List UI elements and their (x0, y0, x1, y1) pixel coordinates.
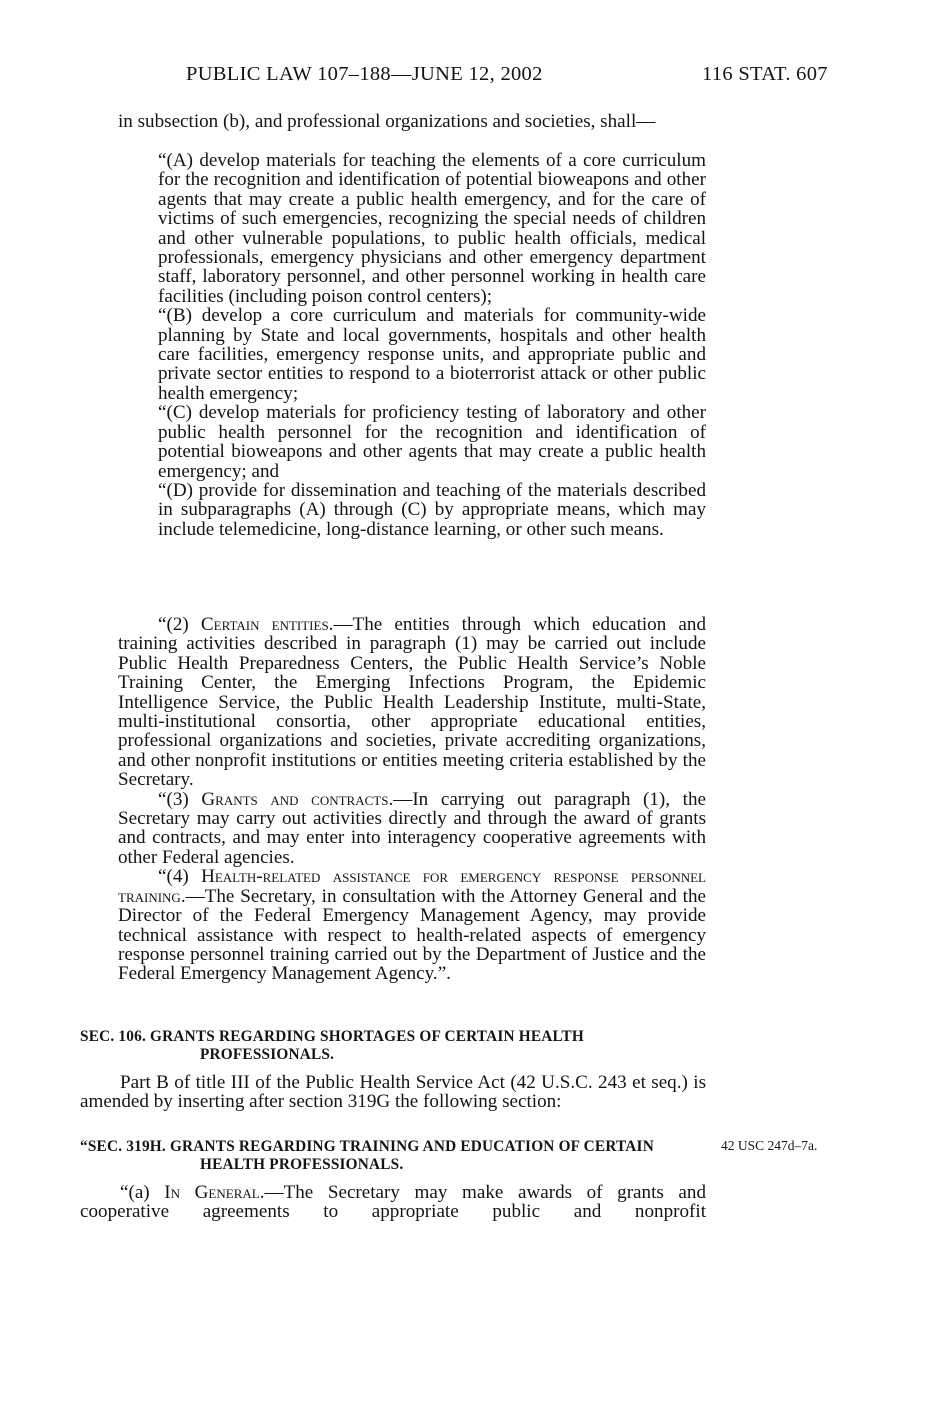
paragraph-3-text: —In carrying out paragraph (1), the Secretary may carry out activities directly and through the award of grants and contracts, and may enter into interagency cooperative agreements with other Federal agencies. (118, 788, 707, 868)
paragraph-4 (118, 867, 706, 983)
subsection-a-number: “(a) (120, 1182, 165, 1203)
amendment-text-block (80, 1073, 706, 1112)
amendment-text: Part B of title III of the Public Health Service Act (42 U.S.C. 243 et seq.) is amended by inserting after section 319G the following section: (80, 1072, 706, 1113)
subparagraph-a-text: “(A) develop materials for teaching the elements of a core curriculum for the recognition and identification of potential bioweapons and other agents that may create a public health emergency, and for the care of victims of such emergencies, recognizing the special needs of children and other vulnerable populations, to public health officials, medical professionals, emergency physicians and other emergency department staff, laboratory personnel, and other personnel working in health care facilities (including poison control centers); (158, 150, 706, 307)
paragraphs-2-to-4 (118, 615, 706, 984)
page-stat-number: 116 STAT. 607 (702, 63, 828, 85)
intro-text: in subsection (b), and professional organizations and societies, shall— (118, 111, 656, 132)
subparagraph-c: “(C) develop materials for proficiency testing of laboratory and other public health personnel for the recognition and identification of potential bioweapons and other agents that may create a public health emergency; and (158, 402, 706, 482)
section-106-title: SEC. 106. GRANTS REGARDING SHORTAGES OF CERTAIN HEALTH PROFESSIONALS. (80, 1028, 584, 1063)
paragraph-2-number: “(2) (158, 614, 201, 635)
paragraph-4-heading: Health-related assistance for emergency response personnel training. (118, 866, 706, 907)
subparagraph-d: “(D) provide for dissemination and teaching of the materials described in subparagraphs (A) through (C) by appropriate means, which may include telemedicine, long-distance learning, or other such means. (158, 479, 706, 540)
body-text (118, 112, 706, 131)
section-319h-title: “SEC. 319H. GRANTS REGARDING TRAINING AND EDUCATION OF CERTAIN HEALTH PROFESSIONALS. (80, 1138, 654, 1173)
paragraph-3-heading: Grants and contracts. (201, 788, 394, 810)
subsection-a-heading: In General. (164, 1182, 265, 1203)
subsection-a-text: —The Secretary may make awards of grants and cooperative agreements to appropriate public and nonprofit (80, 1182, 706, 1223)
paragraph-2-text: —The entities through which education and training activities described in paragraph (1) may be carried out include Public Health Preparedness Centers, the Public Health Service’s Noble Training Center, the Emerging Infections Program, the Epidemic Intelligence Service, the Public Health Leadership Institute, multi-State, multi-institutional consortia, other appropriate educational entities, professional organizations and societies, private accrediting organizations, and other nonprofit institutions or entities meeting criteria established by the Secretary. (118, 614, 706, 791)
subparagraph-b: “(B) develop a core curriculum and materials for community-wide planning by State and local governments, hospitals and other health care facilities, emergency response units, and appropriate public and private sector entities to respond to a bioterrorist attack or other public health emergency; (158, 305, 706, 404)
paragraph-2-heading: Certain entities. (200, 614, 334, 635)
usc-margin-note: 42 USC 247d–7a. (721, 1138, 818, 1153)
section-319h-heading (80, 1138, 706, 1173)
paragraph-3-number: “(3) (158, 788, 202, 810)
paragraph-4-text: —The Secretary, in consultation with the Attorney General and the Director of the Federal Emergency Management Agency, may provide technical assistance with respect to health-related aspects of emergency response personnel training carried out by the Department of Justice and the Federal Emergency Management Agency.”. (118, 885, 706, 985)
general-subsection-block (80, 1183, 706, 1222)
paragraph-3 (118, 790, 706, 868)
running-header-title: PUBLIC LAW 107–188—JUNE 12, 2002 (186, 63, 543, 85)
paragraph-2 (118, 615, 706, 790)
subparagraphs (118, 151, 706, 539)
subsection-a (80, 1183, 706, 1222)
section-106-heading (80, 1028, 706, 1063)
paragraph-4-number: “(4) (158, 866, 202, 888)
